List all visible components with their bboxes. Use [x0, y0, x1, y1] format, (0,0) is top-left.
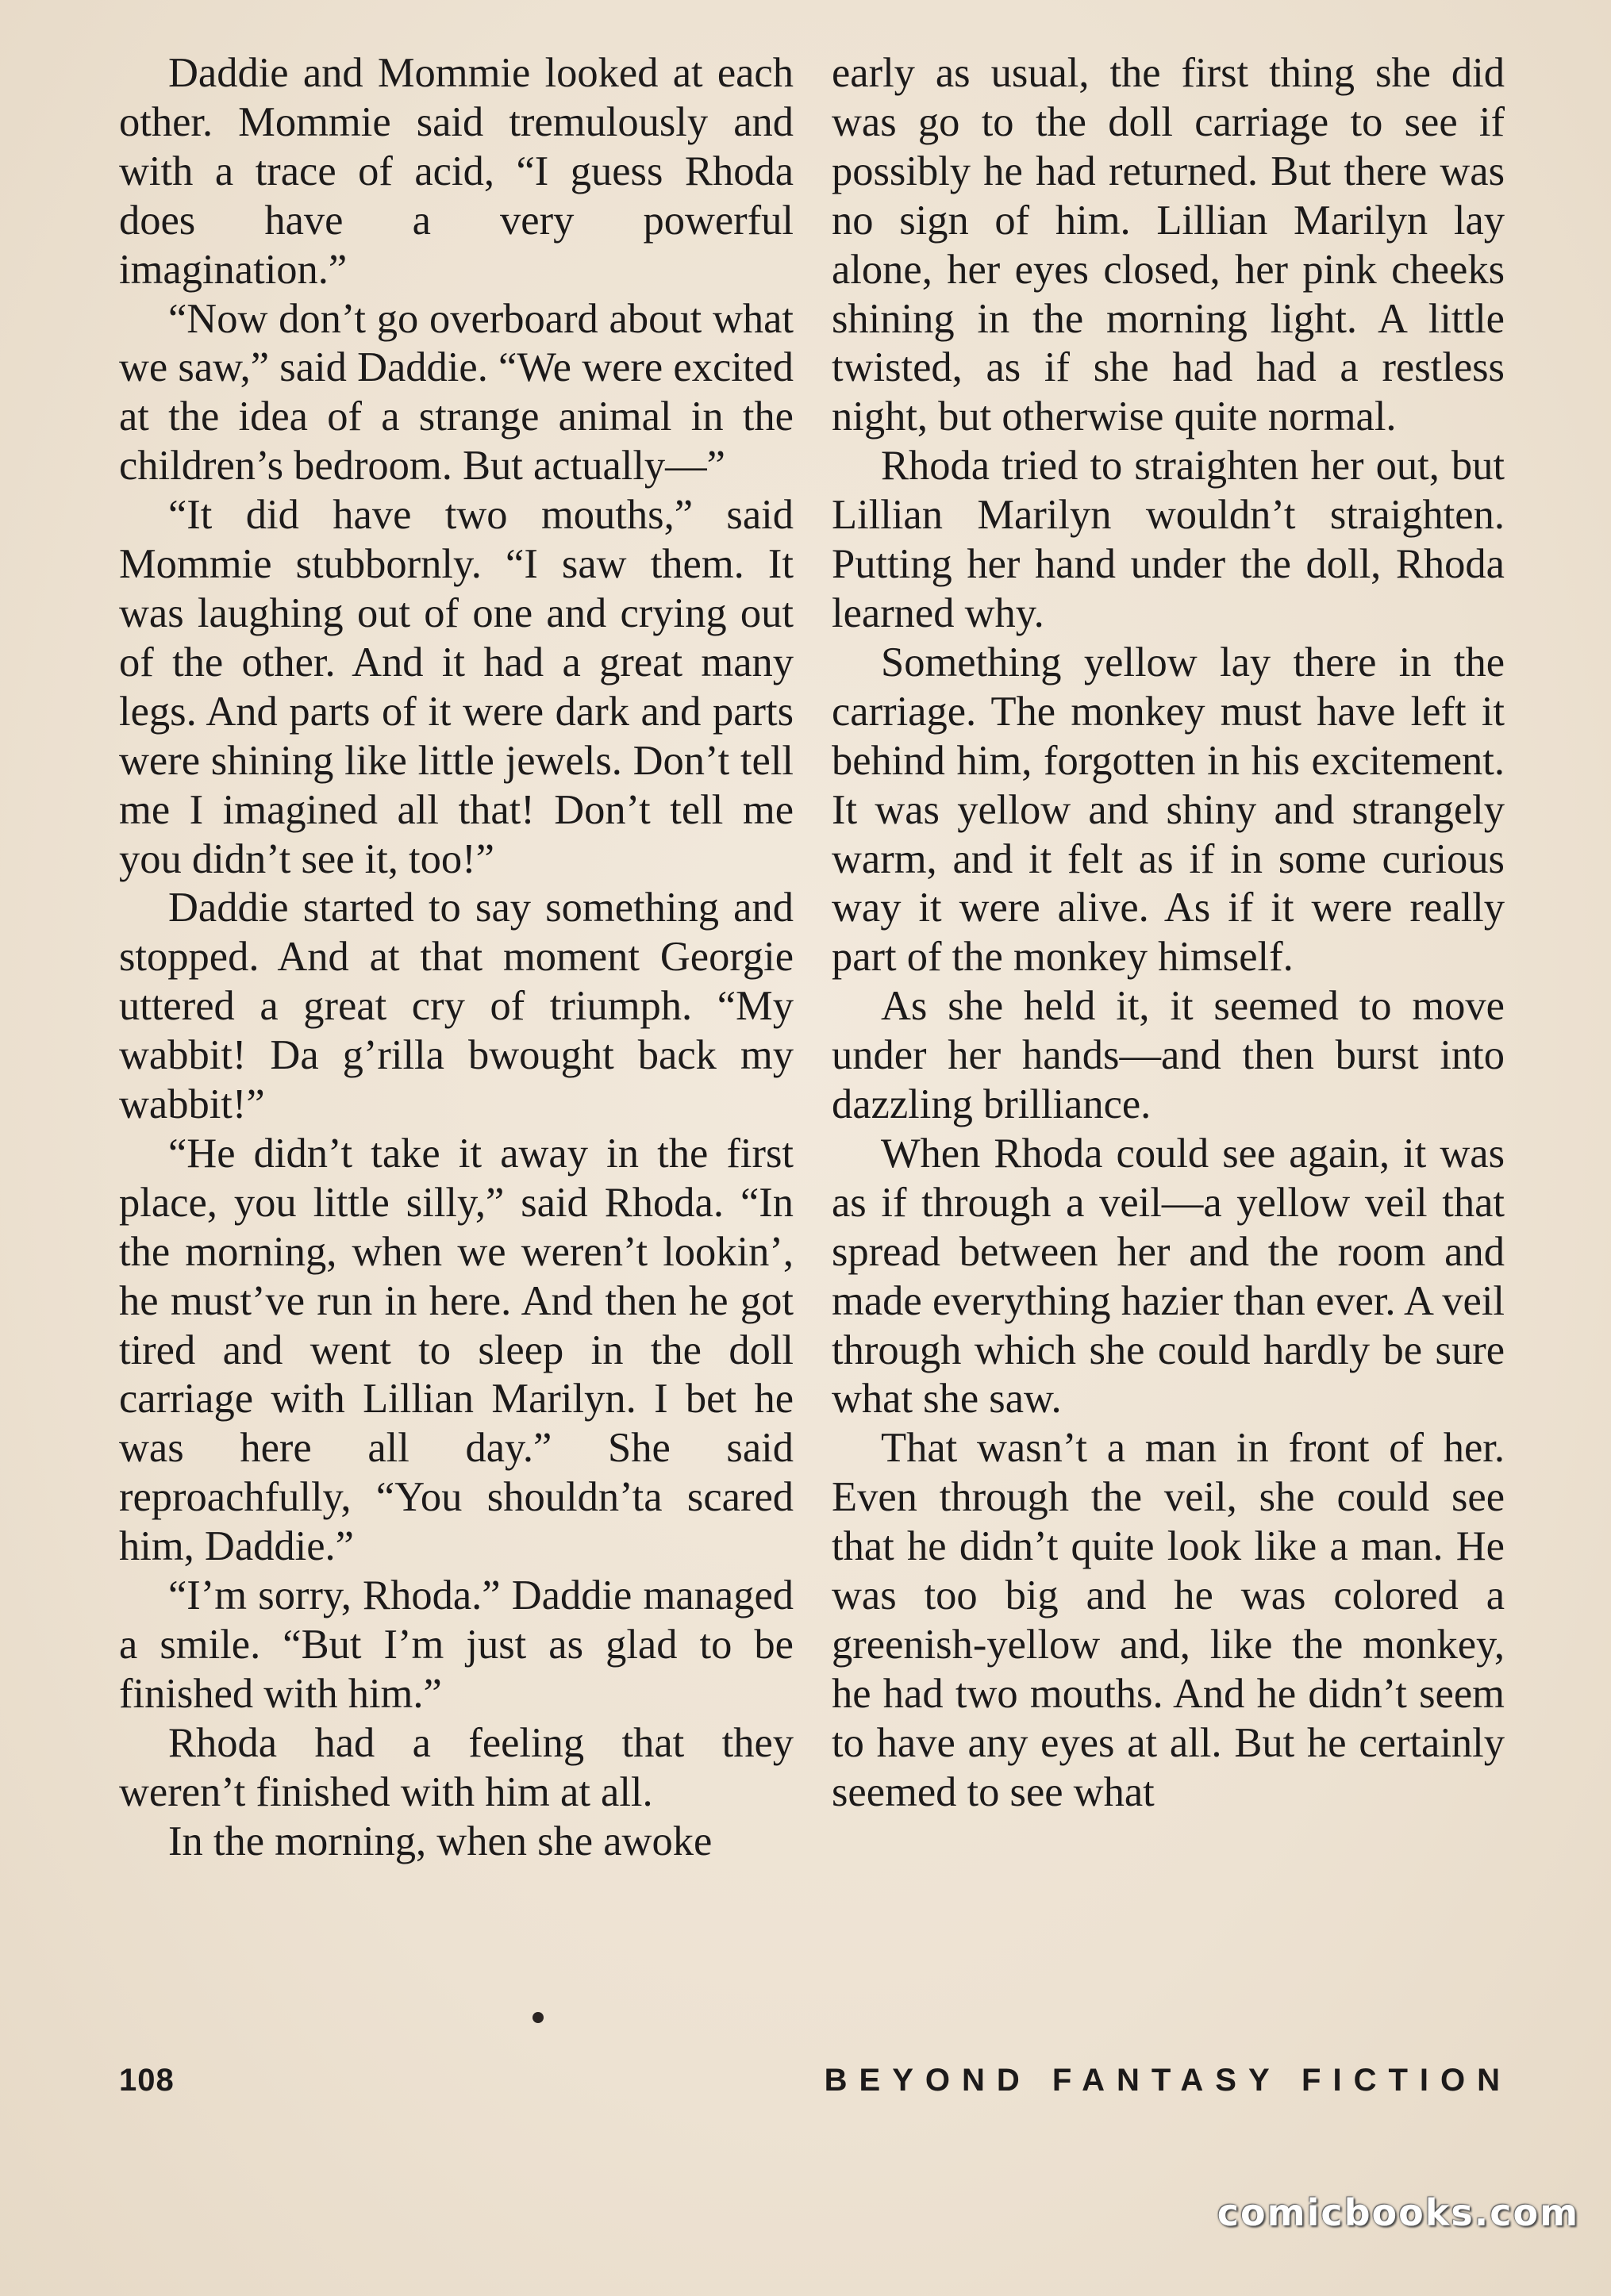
ink-dot	[533, 2012, 544, 2023]
paragraph: Something yellow lay there in the carriage. The monkey must have left it behind him, forgotten in his excitement. It was yellow and shiny and strangely warm, and it felt as if in some curious way it were alive. As if it were really part of the monkey himself.	[832, 639, 1505, 981]
paragraph: “He didn’t take it away in the first place, you little silly,” said Rhoda. “In the morning, when we weren’t lookin’, he must’ve run in here. And then he got tired and went to sleep in the doll carriage with Lillian Marilyn. I bet he was here all day.” She said reproachfully, “You shouldn’ta scared him, Daddie.”	[119, 1130, 794, 1570]
paragraph: That wasn’t a man in front of her. Even through the veil, she could see that he didn’t quite look like a man. He was too big and he was colored a greenish-yellow and, like the monkey, he had two mouths. And he didn’t seem to have any eyes at all. But he certainly seemed to see what	[832, 1425, 1505, 1815]
paragraph: Rhoda tried to straighten her out, but Lillian Marilyn wouldn’t straighten. Putting her hand under the doll, Rhoda learned why.	[832, 443, 1505, 636]
left-text-column	[119, 49, 794, 1867]
paragraph: “Now don’t go overboard about what we saw,” said Daddie. “We were excited at the idea of a strange animal in the children’s bedroom. But actually—”	[119, 295, 794, 490]
paragraph: When Rhoda could see again, it was as if through a veil—a yellow veil that spread between her and the room and made everything hazier than ever. A veil through which she could hardly be sure what she saw.	[832, 1130, 1505, 1423]
paragraph: “I’m sorry, Rhoda.” Daddie managed a smile. “But I’m just as glad to be finished with him.”	[119, 1572, 794, 1717]
paragraph: Daddie started to say something and stopped. And at that moment Georgie uttered a great cry of triumph. “My wabbit! Da g’rilla bwought back my wabbit!”	[119, 885, 794, 1128]
right-text-column	[832, 49, 1505, 1818]
page-footer	[119, 2063, 1512, 2110]
paragraph: “It did have two mouths,” said Mommie stubbornly. “I saw them. It was laughing out of one and crying out of the other. And it had a great many legs. And parts of it were dark and parts were shining like little jewels. Don’t tell me I imagined all that! Don’t tell me you didn’t see it, too!”	[119, 492, 794, 882]
watermark: comicbooks.com	[1217, 2191, 1579, 2234]
paragraph: Daddie and Mommie looked at each other. Mommie said tremulously and with a trace of acid, “I guess Rhoda does have a very powerful imagination.”	[119, 50, 794, 293]
running-head: BEYOND FANTASY FICTION	[824, 2063, 1512, 2098]
paragraph: early as usual, the first thing she did was go to the doll carriage to see if possibly he had returned. But there was no sign of him. Lillian Marilyn lay alone, her eyes closed, her pink cheeks shining in the morning light. A little twisted, as if she had had a restless night, but otherwise quite normal.	[832, 50, 1505, 440]
paragraph: Rhoda had a feeling that they weren’t finished with him at all.	[119, 1719, 794, 1815]
paragraph: In the morning, when she awoke	[168, 1818, 713, 1864]
paragraph: As she held it, it seemed to move under her hands—and then burst into dazzling brilliance.	[832, 983, 1505, 1128]
page-number: 108	[119, 2063, 175, 2098]
